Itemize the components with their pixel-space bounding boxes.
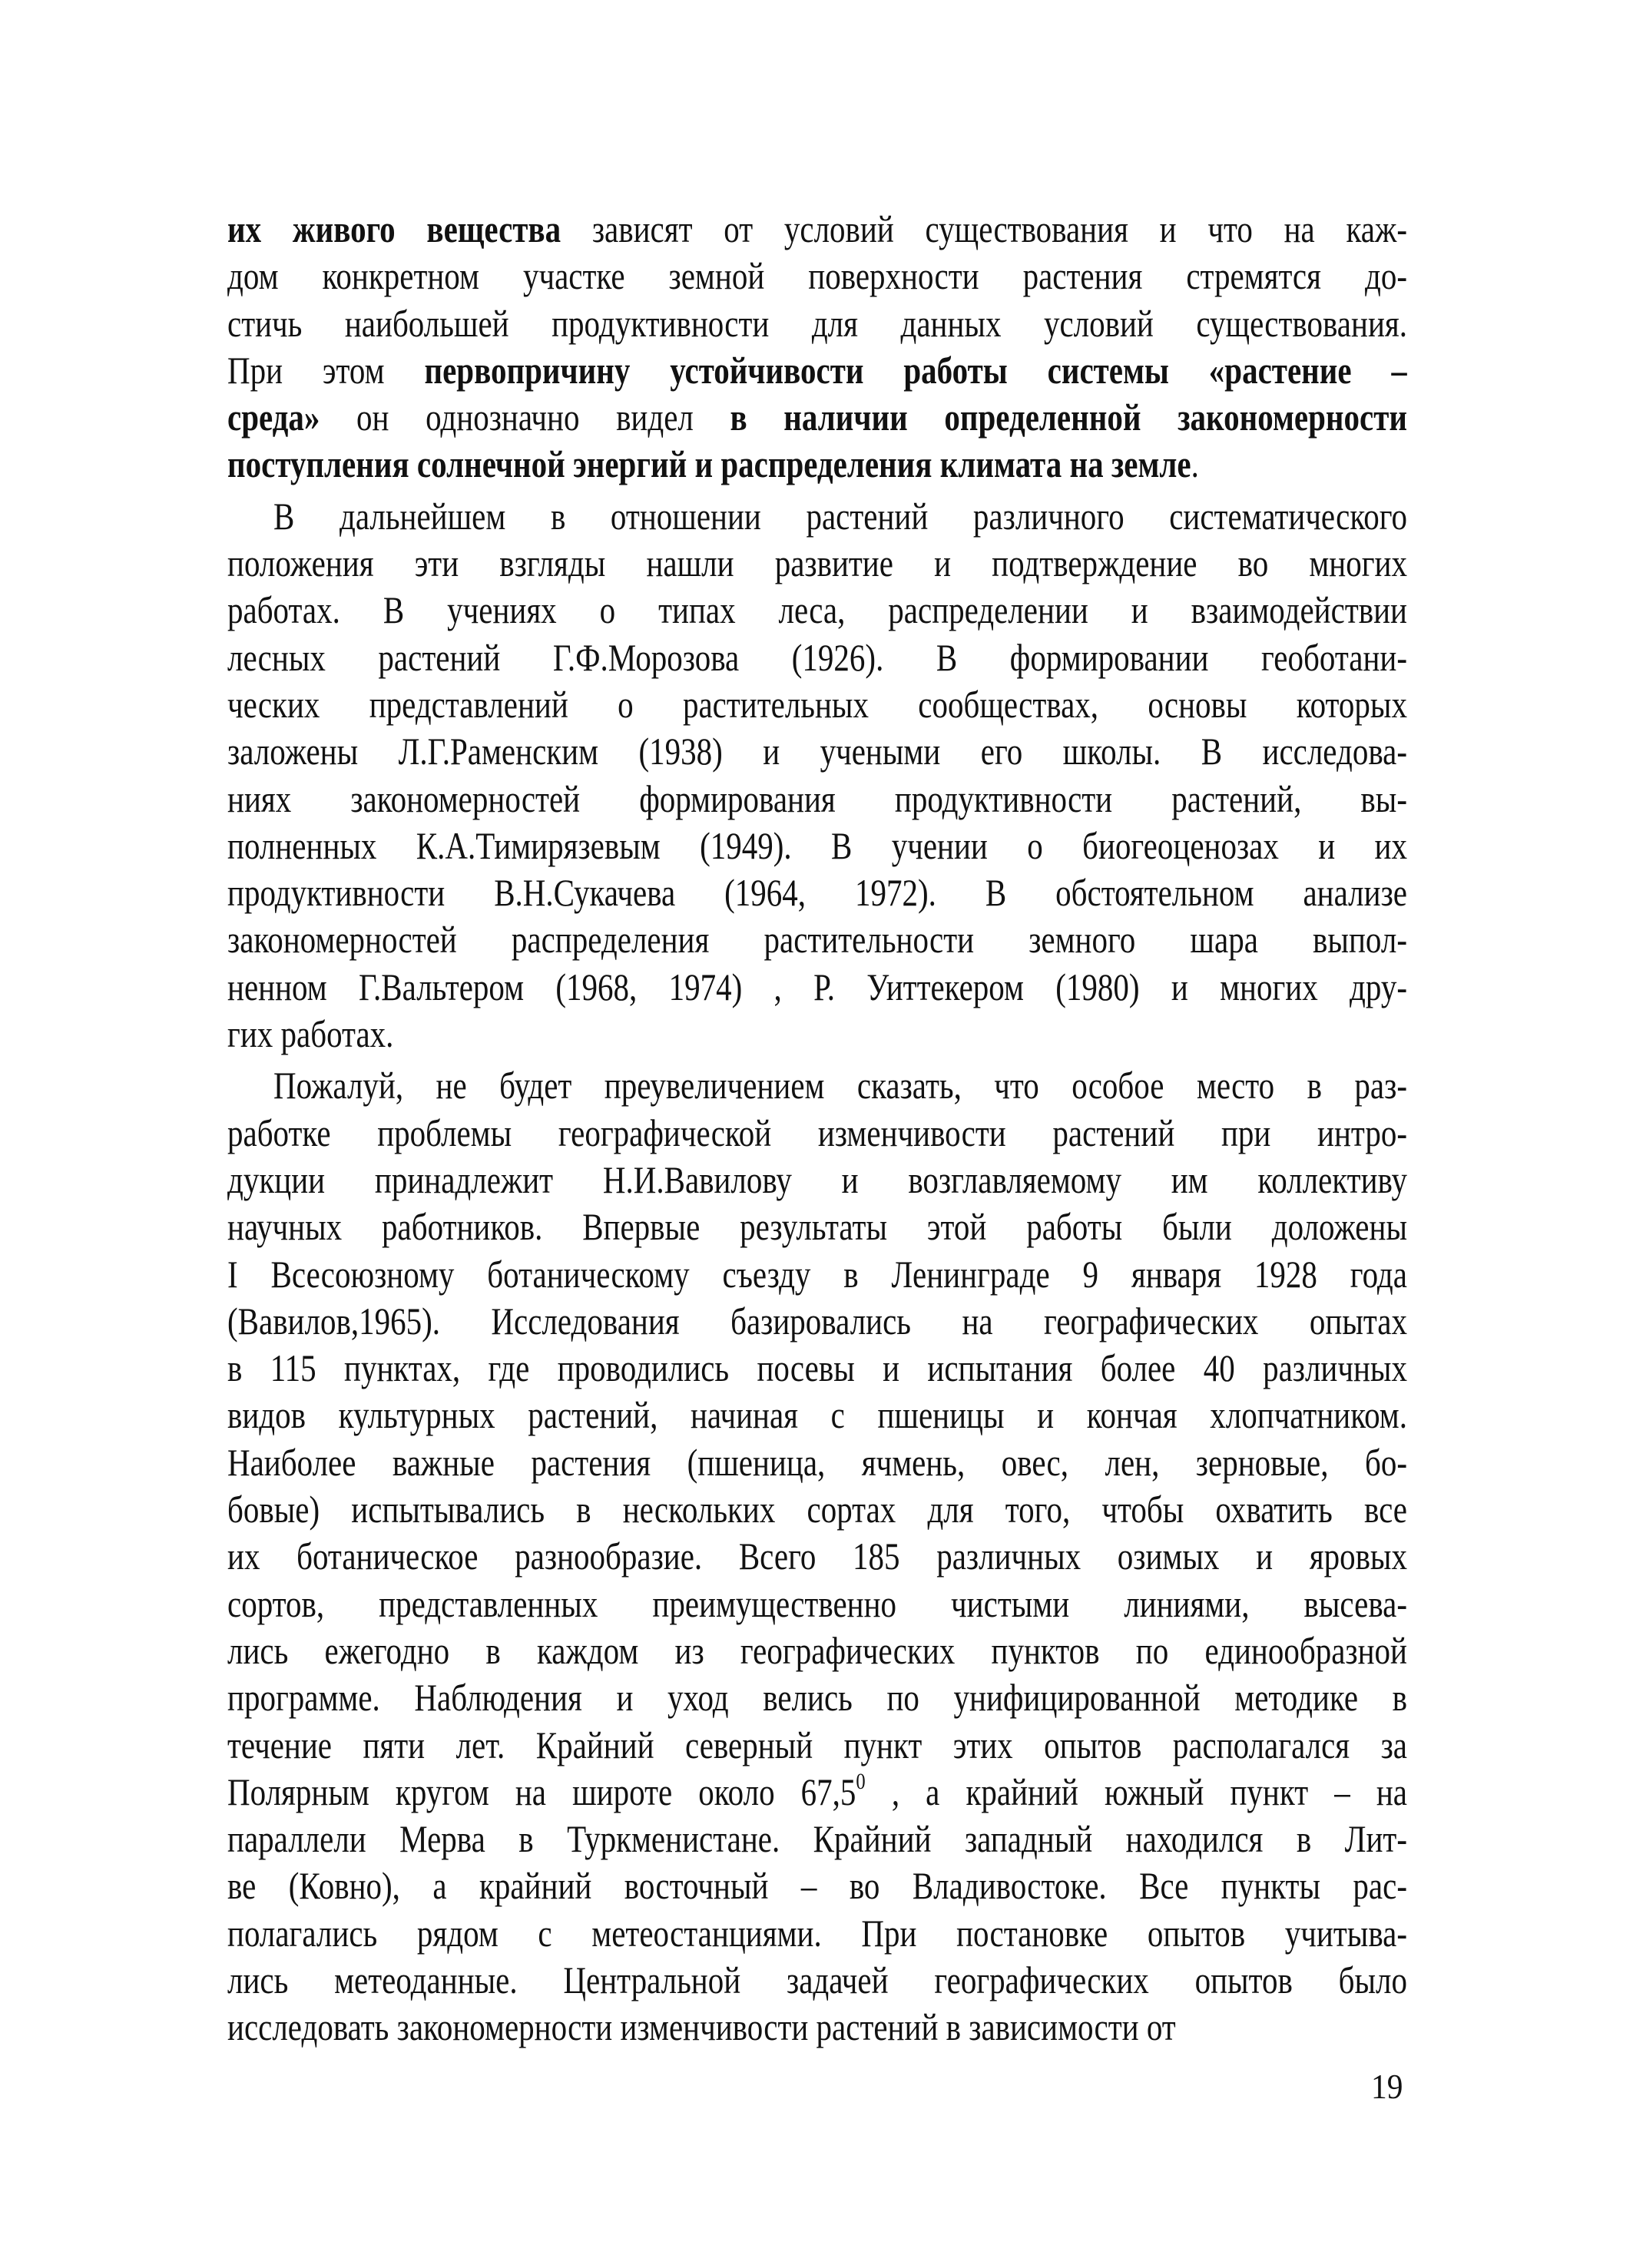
text-line-content — [227, 1627, 1407, 1674]
bold-text-run: первопричину устойчивости работы системы «растение – — [424, 348, 1407, 392]
text-line-content — [227, 1298, 1407, 1345]
text-line — [227, 1627, 1407, 1674]
bold-text-run: среда» — [227, 396, 320, 439]
text-run: зависят от условий существования и что на каж- — [561, 207, 1407, 250]
text-line-content — [227, 1674, 1407, 1721]
text-line-content — [227, 206, 1407, 253]
text-line-content — [227, 1439, 1407, 1486]
text-line — [227, 964, 1407, 1011]
text-line-content — [227, 1110, 1407, 1157]
text-run: ве (Ковно), а крайний восточный – во Владивостоке. Все пункты рас- — [227, 1864, 1407, 1908]
bold-text-run: поступления солнечной энергий и распределения климата на земле — [227, 442, 1191, 486]
bold-text-run: их живого вещества — [227, 207, 561, 250]
text-line — [227, 1910, 1407, 1957]
text-run: он однозначно видел — [320, 396, 730, 439]
text-line — [227, 1722, 1407, 1769]
paragraph-p2 — [227, 493, 1407, 1058]
text-line-content — [227, 823, 1407, 869]
text-run: закономерностей распределения растительности земного шара выпол- — [227, 918, 1407, 962]
text-run: научных работников. Впервые результаты этой работы были доложены — [227, 1205, 1407, 1249]
paragraph-p1 — [227, 206, 1407, 488]
text-run: ниях закономерностей формирования продуктивности растений, вы- — [227, 776, 1407, 820]
text-line — [227, 300, 1407, 347]
text-line — [227, 916, 1407, 963]
text-line — [227, 1816, 1407, 1862]
text-line — [227, 587, 1407, 634]
paragraph-p3 — [227, 1062, 1407, 2051]
text-run: Наиболее важные растения (пшеница, ячмень, овес, лен, зерновые, бо- — [227, 1440, 1407, 1484]
text-line — [227, 253, 1407, 300]
text-run: ненном Г.Вальтером (1968, 1974) , Р. Уиттекером (1980) и многих дру- — [227, 965, 1407, 1008]
text-line — [227, 493, 1407, 540]
text-line — [227, 2004, 1407, 2051]
text-run: Пожалуй, не будет преувеличением сказать, что особое место в раз- — [273, 1064, 1407, 1108]
text-line — [227, 441, 1407, 488]
text-line-content — [227, 300, 1407, 347]
text-line-content — [227, 964, 1407, 1011]
text-run: сортов, представленных преимущественно чистыми линиями, высева- — [227, 1581, 1407, 1625]
text-run: положения эти взгляды нашли развитие и подтверждение во многих — [227, 541, 1407, 585]
text-line-content — [227, 916, 1407, 963]
text-line-content — [227, 1769, 1407, 1816]
text-line-content — [227, 394, 1407, 441]
text-line — [227, 1062, 1407, 1109]
text-line — [227, 1392, 1407, 1439]
text-line-content — [227, 2004, 1407, 2051]
text-run: гих работах. — [227, 1012, 394, 1056]
text-line — [227, 681, 1407, 728]
text-run: заложены Л.Г.Раменским (1938) и учеными его школы. В исследова- — [227, 730, 1407, 773]
text-line — [227, 1769, 1407, 1816]
text-line — [227, 1486, 1407, 1533]
text-run: В дальнейшем в отношении растений различного систематического — [273, 494, 1407, 538]
text-run: исследовать закономерности изменчивости растений в зависимости от — [227, 2005, 1176, 2049]
text-run: их ботаническое разнообразие. Всего 185 различных озимых и яровых — [227, 1535, 1407, 1578]
text-line-content — [227, 253, 1407, 300]
text-line-content — [227, 1722, 1407, 1769]
text-line-content — [227, 1486, 1407, 1533]
text-run: I Всесоюзному ботаническому съезду в Ленинграде 9 января 1928 года — [227, 1252, 1407, 1296]
text-line — [227, 347, 1407, 394]
text-line-content — [227, 728, 1407, 775]
text-run: бовые) испытывались в нескольких сортах для того, чтобы охватить все — [227, 1488, 1407, 1531]
text-line-content — [227, 493, 1407, 540]
text-line-content — [227, 587, 1407, 634]
text-run: продуктивности В.Н.Сукачева (1964, 1972). В обстоятельном анализе — [227, 871, 1407, 915]
text-line-content — [227, 1157, 1407, 1204]
text-line — [227, 1204, 1407, 1250]
text-line-content — [227, 1862, 1407, 1909]
text-line — [227, 869, 1407, 916]
text-line — [227, 1251, 1407, 1298]
text-line — [227, 1862, 1407, 1909]
text-line — [227, 1439, 1407, 1486]
text-line — [227, 776, 1407, 823]
text-line — [227, 206, 1407, 253]
body-text — [227, 206, 1407, 2051]
text-line-content — [227, 1251, 1407, 1298]
text-line-content — [227, 869, 1407, 916]
text-line — [227, 1957, 1407, 2004]
text-line-content — [227, 1957, 1407, 2004]
text-run: полагались рядом с метеостанциями. При постановке опытов учитыва- — [227, 1911, 1407, 1955]
text-run: дом конкретном участке земной поверхности растения стремятся до- — [227, 254, 1407, 298]
text-line-content — [227, 1816, 1407, 1862]
degree-superscript: 0 — [856, 1768, 866, 1794]
text-line — [227, 1674, 1407, 1721]
text-line — [227, 1581, 1407, 1627]
text-run: программе. Наблюдения и уход велись по унифицированной методике в — [227, 1676, 1407, 1720]
text-run: в 115 пунктах, где проводились посевы и испытания более 40 различных — [227, 1346, 1407, 1390]
text-run: параллели Мерва в Туркменистане. Крайний западный находился в Лит- — [227, 1817, 1407, 1861]
text-line-content — [227, 540, 1407, 587]
text-line-content — [227, 1345, 1407, 1392]
text-line — [227, 1533, 1407, 1580]
text-line — [227, 1157, 1407, 1204]
text-line-content — [227, 1910, 1407, 1957]
text-line-content — [227, 776, 1407, 823]
text-line-content — [227, 1581, 1407, 1627]
text-run: лись метеоданные. Центральной задачей географических опытов было — [227, 1958, 1407, 2001]
text-run: стичь наибольшей продуктивности для данных условий существования. — [227, 301, 1407, 345]
text-line — [227, 1011, 1407, 1058]
text-run: видов культурных растений, начиная с пшеницы и кончая хлопчатником. — [227, 1393, 1407, 1437]
text-run: полненных К.А.Тимирязевым (1949). В учении о биогеоценозах и их — [227, 823, 1407, 867]
text-line — [227, 823, 1407, 869]
text-line-content — [227, 1392, 1407, 1439]
bold-text-run: в наличии определенной закономерности — [730, 396, 1407, 439]
text-line — [227, 728, 1407, 775]
text-line-content — [227, 347, 1407, 394]
text-line — [227, 540, 1407, 587]
text-line-content — [227, 634, 1407, 681]
text-run: ческих представлений о растительных сообществах, основы которых — [227, 682, 1407, 726]
text-run: Полярным кругом на широте около 67,5 — [227, 1770, 856, 1813]
text-line-content — [227, 1062, 1407, 1109]
text-run: работке проблемы географической изменчивости растений при интро- — [227, 1111, 1407, 1154]
text-run: (Вавилов,1965). Исследования базировались на географических опытах — [227, 1299, 1407, 1343]
text-run: работах. В учениях о типах леса, распределении и взаимодействии — [227, 588, 1407, 632]
text-run: , а крайний южный пункт – на — [865, 1770, 1407, 1813]
text-line — [227, 1345, 1407, 1392]
text-line — [227, 1298, 1407, 1345]
text-run: течение пяти лет. Крайний северный пункт этих опытов располагался за — [227, 1723, 1407, 1766]
text-run: лись ежегодно в каждом из географических пунктов по единообразной — [227, 1628, 1407, 1672]
text-line-content — [227, 441, 1407, 488]
text-run: дукции принадлежит Н.И.Вавилову и возглавляемому им коллективу — [227, 1157, 1407, 1201]
text-run: лесных растений Г.Ф.Морозова (1926). В формировании геоботани- — [227, 635, 1407, 679]
text-line-content — [227, 1011, 1407, 1058]
text-run: . — [1191, 442, 1199, 486]
text-line-content — [227, 681, 1407, 728]
text-line — [227, 394, 1407, 441]
text-line-content — [227, 1533, 1407, 1580]
page-number: 19 — [1371, 2067, 1403, 2106]
text-run: При этом — [227, 348, 425, 392]
text-line-content — [227, 1204, 1407, 1250]
text-line — [227, 634, 1407, 681]
text-line — [227, 1110, 1407, 1157]
